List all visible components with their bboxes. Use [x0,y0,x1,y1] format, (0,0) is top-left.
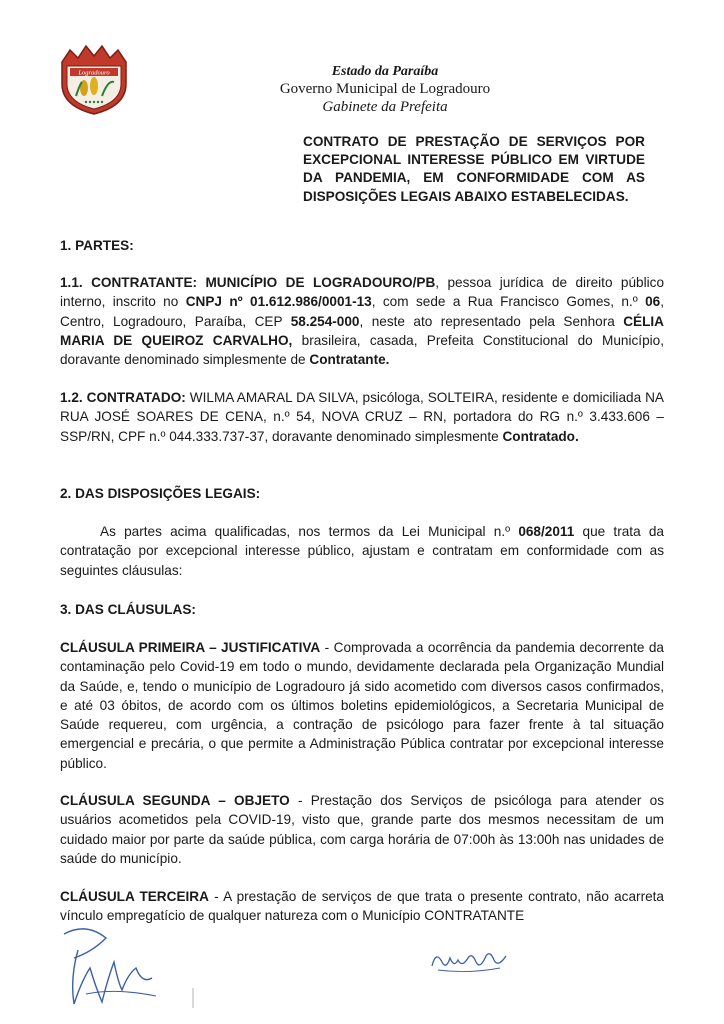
cep: 58.254-000 [290,313,360,329]
contratado-paragraph [60,388,664,446]
clause-first [60,638,664,773]
address-number: 06 [645,294,661,310]
law-number: 068/2011 [518,524,575,539]
contratado-text: WILMA AMARAL DA SILVA, psicóloga, SOLTEIRA, residente e domiciliada NA RUA JOSÉ SOARES DE CENA, n.º 54, NOVA CRUZ – RN, portadora do RG n.º 3.433.606 – SSP/RN, CPF n.º 044.333.737-37, doravante denominado simplesmente [60,390,664,444]
svg-text:Logradouro: Logradouro [78,69,110,77]
clause-third-text: - A prestação de serviços de que trata o presente contrato, não acarreta vínculo empregatício de qualquer natureza com o Município CONTRATANTE [60,889,664,924]
clause-second-text: - Prestação dos Serviços de psicóloga para atender os usuários acometidos pela COVID-19, visto que, grande parte dos mesmos necessitam de um cuidado maior por parte da saúde pública, com carga horária de 07:00h às 13:00h nas unidades de saúde do município. [60,793,664,866]
contratante-text-5: brasileira, casada, Prefeita Constitucional do Município, doravante denominado simplesmente de [60,332,664,368]
contratado-label: 1.2. CONTRATADO: [60,390,186,405]
contratado-alias: Contratado. [502,428,579,444]
contratante-alias: Contratante. [309,352,390,368]
contratante-paragraph [60,273,664,369]
contratante-label: 1.1. CONTRATANTE: [60,275,198,290]
parties-heading: 1. PARTES: [60,238,134,253]
office-name: Gabinete da Prefeita [322,99,448,115]
contratante-text-4: , neste ato representado pela Senhora [359,313,624,329]
letterhead [200,64,570,116]
municipal-crest-logo [58,44,130,116]
representative-name: CÉLIA MARIA DE QUEIROZ CARVALHO, [60,313,664,348]
contratante-text-3: , Centro, Logradouro, Paraíba, CEP [60,294,664,329]
contractor-signature [56,918,166,1014]
legal-text-1: As partes acima qualificadas, nos termos da Lei Municipal n.º [100,524,519,539]
clause-second [60,791,664,868]
clause-first-label: CLÁUSULA PRIMEIRA – JUSTIFICATIVA [60,640,321,655]
contract-title: CONTRATO DE PRESTAÇÃO DE SERVIÇOS POR EXCEPCIONAL INTERESSE PÚBLICO EM VIRTUDE DA PANDEMIA, EM CONFORMIDADE COM AS DISPOSIÇÕES LEGAIS ABAIXO ESTABELECIDAS. [303,134,645,204]
clause-first-text: - Comprovada a ocorrência da pandemia decorrente da contaminação pelo Covid-19 em todo o mundo, devidamente declarada pela Organização Mundial da Saúde, e, tendo o município de Logradouro já sido acometido com diversos casos confirmados, e até 03 óbitos, de acordo com os últimos boletins epidemiológicos, a Secretaria Municipal de Saúde requereu, com urgência, a contração de psicólogo para fazer frente à tal situação emergencial e precária, o que permite a Administração Pública contratar por excepcional interesse público. [60,640,664,771]
clause-third-label: CLÁUSULA TERCEIRA [60,889,209,904]
contratante-name: MUNICÍPIO DE LOGRADOURO/PB [205,275,436,290]
cnpj: CNPJ nº 01.612.986/0001-13 [185,294,372,310]
government-name: Governo Municipal de Logradouro [279,81,491,97]
scan-mark [192,988,194,1008]
legal-text-2: que trata da contratação por excepcional interesse público, ajustam e contratam em conformidade com as seguintes cláusulas: [60,524,664,578]
legal-paragraph [60,522,664,580]
clause-second-label: CLÁUSULA SEGUNDA – OBJETO [60,793,290,808]
legal-heading: 2. DAS DISPOSIÇÕES LEGAIS: [60,486,261,501]
contratante-text-2: , com sede a Rua Francisco Gomes, n.º [371,294,646,310]
state-name: Estado da Paraíba [331,64,439,79]
clauses-heading: 3. DAS CLÁUSULAS: [60,602,196,617]
mayor-signature [428,944,512,976]
contratante-text-1: , pessoa jurídica de direito público interno, inscrito no [60,275,665,310]
